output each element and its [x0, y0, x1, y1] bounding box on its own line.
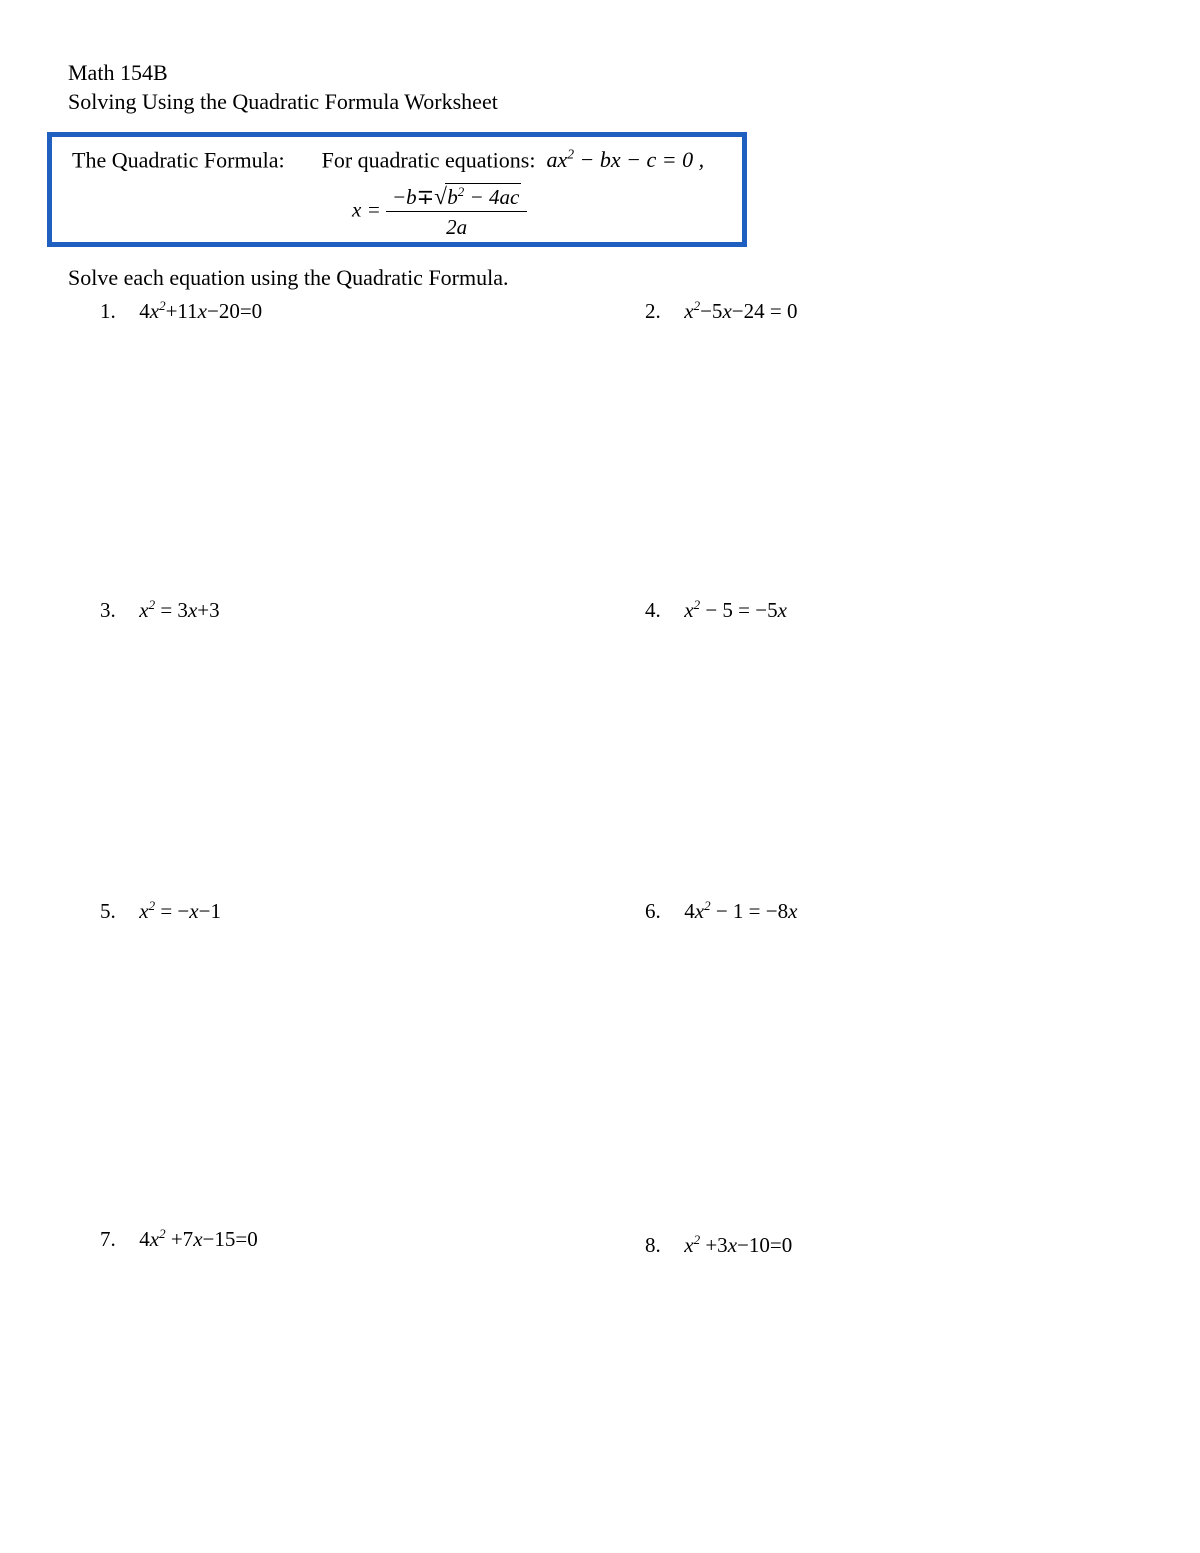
formula-box-heading [72, 147, 704, 173]
formula-fraction [386, 183, 527, 241]
problem-number: 7. [100, 1227, 116, 1251]
problem-item-6 [645, 898, 797, 924]
problem-equation: $4x^2 - 1 = -8x$ [684, 898, 798, 923]
problem-number: 1. [100, 299, 116, 323]
problem-number: 8. [645, 1233, 661, 1257]
document-header [68, 58, 498, 116]
problem-item-4 [645, 597, 787, 623]
problem-number: 3. [100, 598, 116, 622]
problem-equation: $4x^2+11x-20=0$ [139, 298, 263, 323]
problem-item-7 [100, 1226, 258, 1252]
formula-denominator: 2a [446, 215, 468, 240]
problem-equation: $x^2 +3x-10=0$ [684, 1232, 793, 1257]
problem-item-5 [100, 898, 221, 924]
problem-item-1 [100, 298, 262, 324]
formula-label: The Quadratic Formula: [72, 147, 285, 173]
problem-equation: $x^2 = 3x+3$ [139, 597, 220, 622]
problem-number: 6. [645, 899, 661, 923]
problem-item-3 [100, 597, 220, 623]
quadratic-formula-box [47, 132, 747, 247]
formula-lead-in: For quadratic equations: [321, 147, 536, 173]
problem-item-2 [645, 298, 797, 324]
problem-number: 5. [100, 899, 116, 923]
course-label: Math 154B [68, 60, 168, 85]
problem-number: 2. [645, 299, 661, 323]
formula-numerator: −b∓ √ $b^2 - 4ac$ [386, 183, 527, 212]
problem-equation: $x^2 - 5 = -5x$ [684, 597, 787, 622]
square-root-icon: √ $b^2 - 4ac$ [434, 183, 521, 210]
instructions-text: Solve each equation using the Quadratic Formula. [68, 265, 509, 290]
problem-number: 4. [645, 598, 661, 622]
problem-equation: $4x^2 +7x-15=0$ [139, 1226, 258, 1251]
quadratic-formula-expression [352, 183, 527, 241]
standard-form-equation: $ax^2$ − bx − c = 0 , [546, 147, 705, 173]
problem-item-8 [645, 1232, 792, 1258]
page-title: Solving Using the Quadratic Formula Worksheet [68, 89, 498, 115]
x-equals: x = [352, 197, 381, 222]
problem-equation: $x^2 = -x-1$ [139, 898, 221, 923]
problem-equation: $x^2-5x-24 = 0$ [684, 298, 798, 323]
